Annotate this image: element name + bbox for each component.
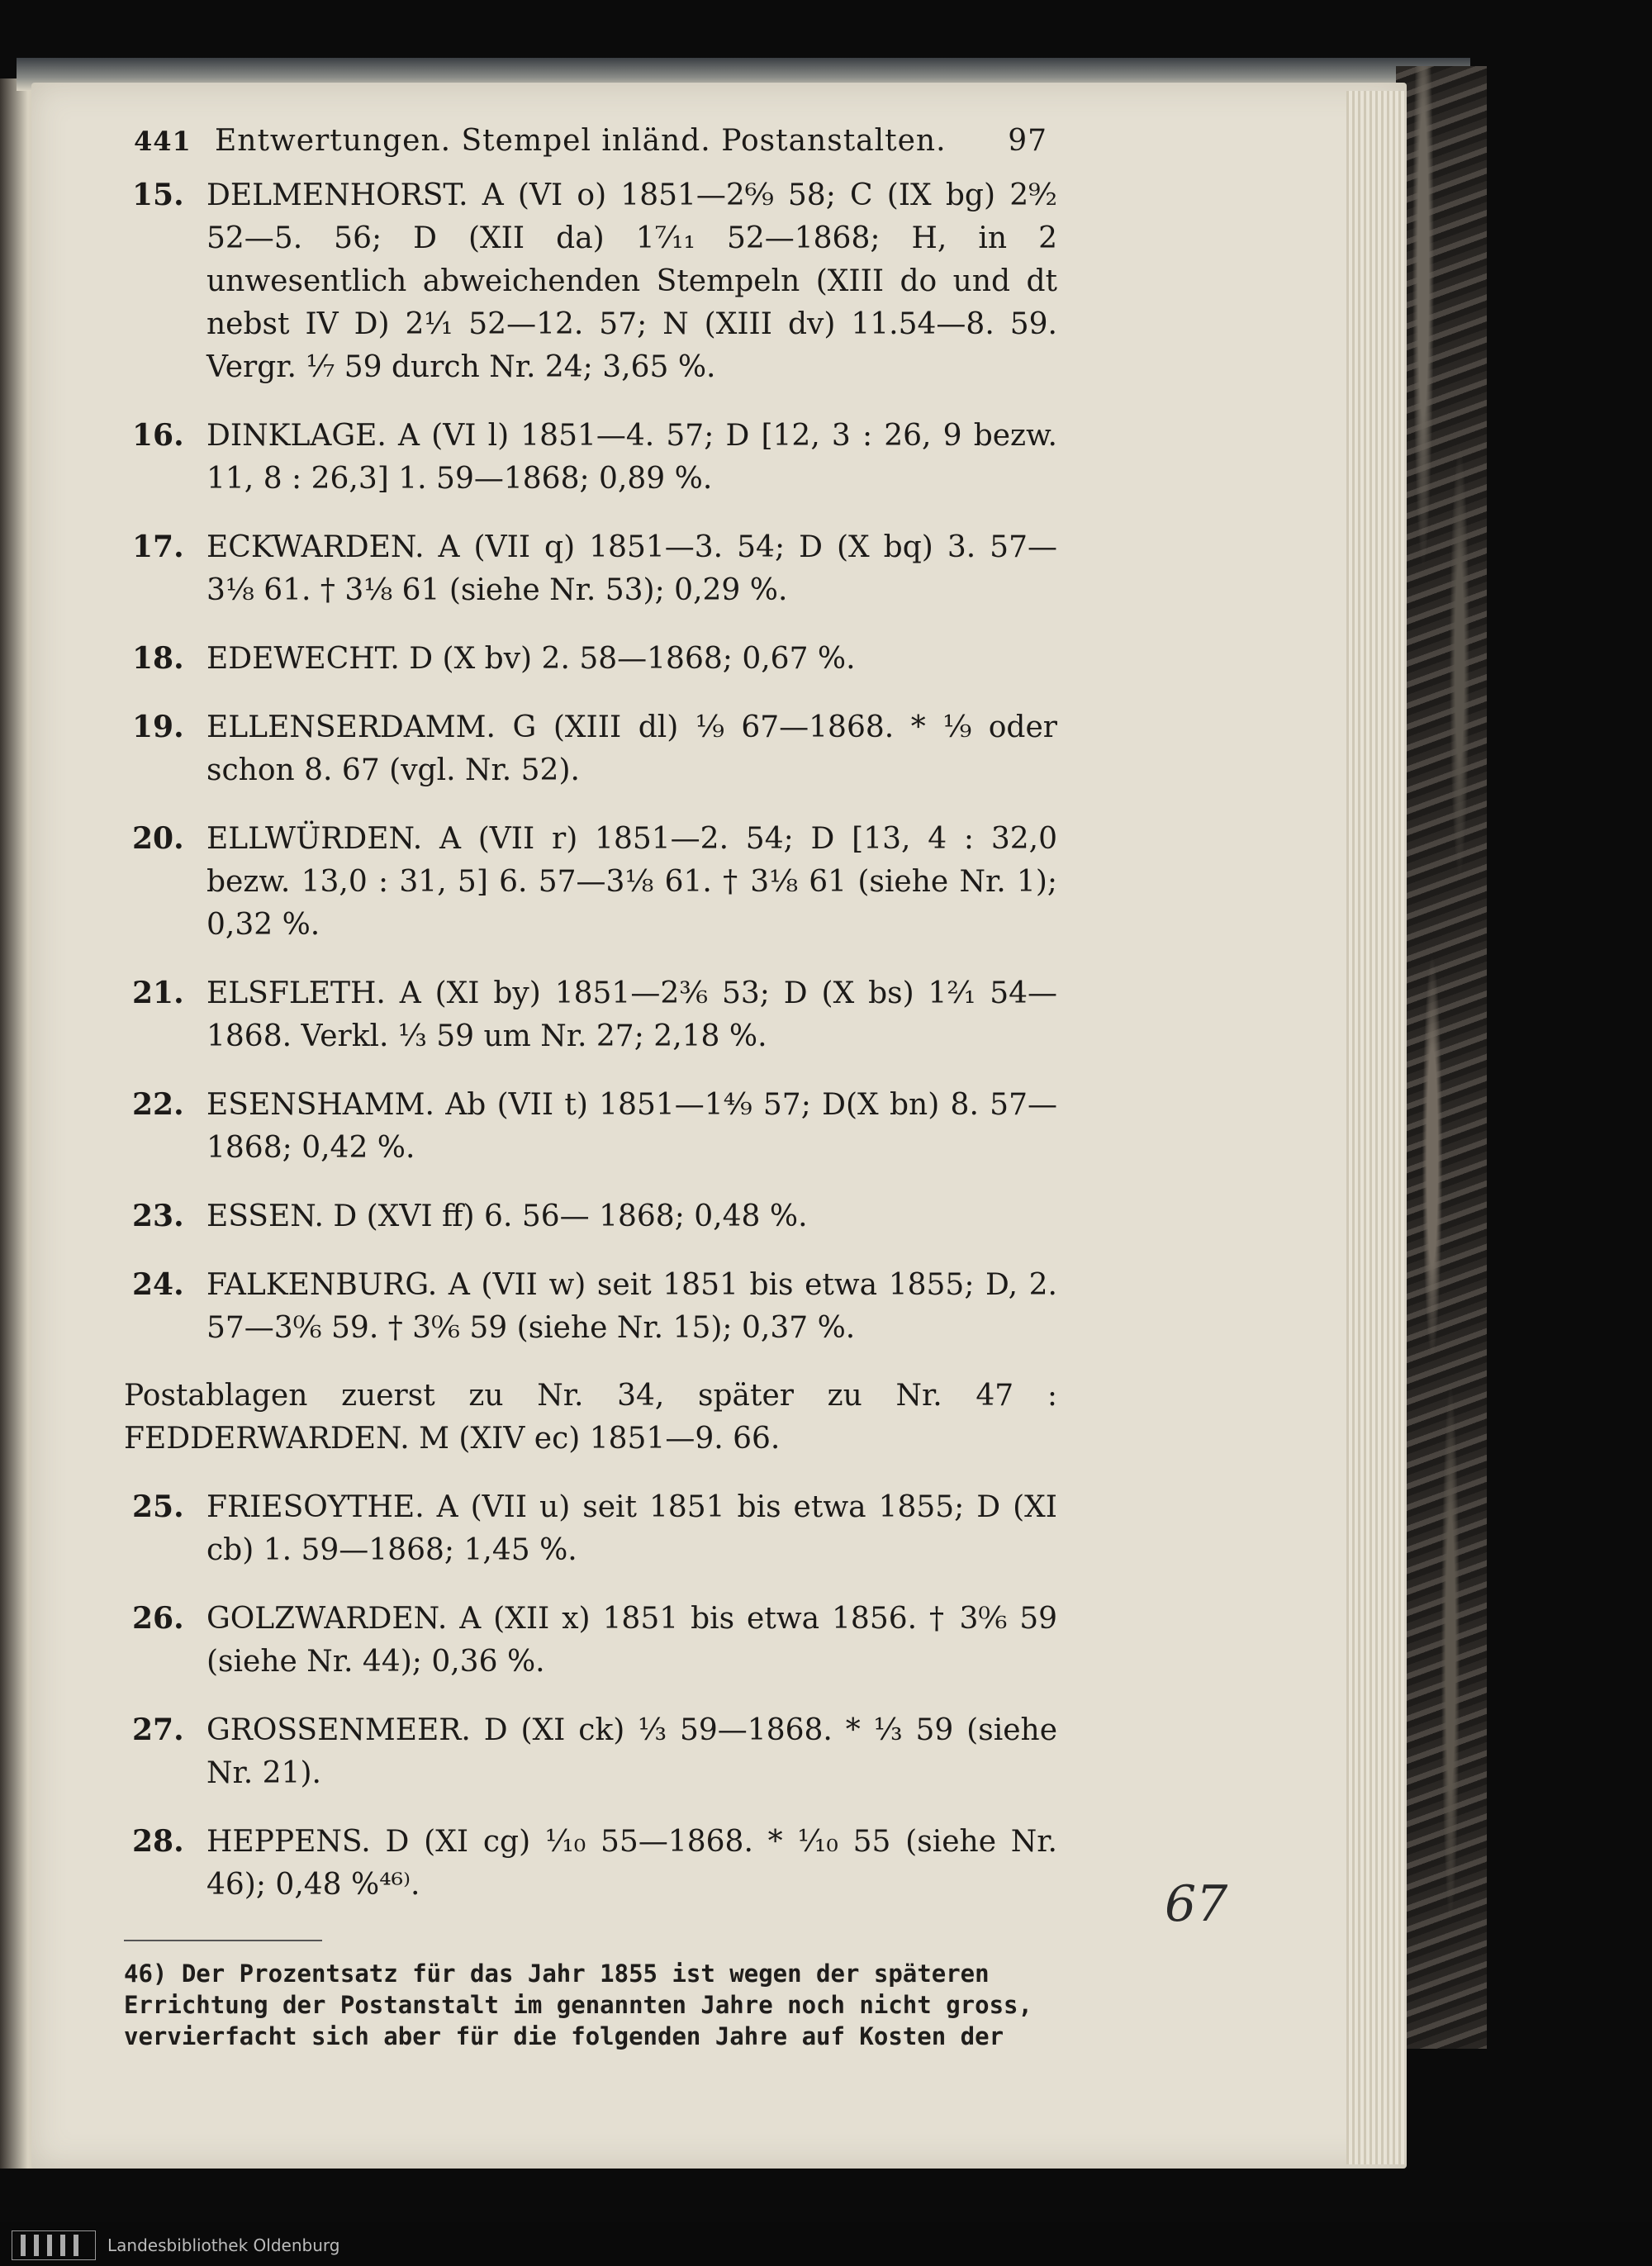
running-title: Entwertungen. Stempel inländ. Postanstalten.	[215, 124, 947, 158]
list-item	[124, 637, 1057, 681]
entry-number: 16.	[132, 418, 184, 453]
entry-number: 17.	[132, 530, 184, 564]
postablagen-note: Postablagen zuerst zu Nr. 34, später zu Nr. 47 : FEDDERWARDEN. M (XIV ec) 1851—9. 66.	[124, 1379, 1057, 1456]
list-item	[124, 1083, 1057, 1170]
entry-number: 27.	[132, 1713, 184, 1747]
entry-number: 21.	[132, 976, 184, 1010]
entry-text: DELMENHORST. A (VI o) 1851—2⁶⁄₉ 58; C (IX bg) 2⁹⁄₂ 52—5. 56; D (XII da) 1⁷⁄₁₁ 52—1868; H, in 2 unwesentlich abweichenden Stempeln (XIII do und dt nebst IV D) 2¹⁄₁ 52—12. 57; N (XIII dv) 11.54—8. 59. Vergr. ⅟₇ 59 durch Nr. 24; 3,65 %.	[206, 178, 1057, 384]
entry-text: GROSSENMEER. D (XI ck) ⅟₃ 59—1868. * ⅟₃ 59 (siehe Nr. 21).	[206, 1713, 1057, 1790]
entry-number: 20.	[132, 821, 184, 856]
running-header	[124, 124, 1057, 173]
entry-number: 24.	[132, 1267, 184, 1302]
list-item	[124, 1485, 1057, 1572]
list-item	[124, 173, 1057, 389]
library-logo-icon	[12, 2230, 96, 2260]
list-item	[124, 1708, 1057, 1795]
entry-text: ESENSHAMM. Ab (VII t) 1851—1⁴⁄₉ 57; D(X bn) 8. 57—1868; 0,42 %.	[206, 1088, 1057, 1165]
page-content	[124, 124, 1057, 2052]
footnote: 46) Der Prozentsatz für das Jahr 1855 ist wegen der späteren Errichtung der Postanstalt im genannten Jahre noch nicht gross, vervierfacht sich aber für die folgenden Jahre auf Kosten der	[124, 1960, 1032, 2050]
leaf-number: 441	[134, 126, 192, 157]
list-item	[124, 414, 1057, 501]
entry-number: 28.	[132, 1824, 184, 1859]
handwritten-margin-note: 67	[1165, 1875, 1228, 1933]
entry-number: 19.	[132, 710, 184, 744]
list-item	[124, 705, 1057, 792]
entry-number: 15.	[132, 178, 184, 212]
entry-text: ECKWARDEN. A (VII q) 1851—3. 54; D (X bq) 3. 57—3¹⁄₈ 61. † 3¹⁄₈ 61 (siehe Nr. 53); 0,29 %.	[206, 530, 1057, 607]
entry-text: ELLWÜRDEN. A (VII r) 1851—2. 54; D [13, 4 : 32,0 bezw. 13,0 : 31, 5] 6. 57—3¹⁄₈ 61. † 3¹⁄₈ 61 (siehe Nr. 1); 0,32 %.	[206, 822, 1057, 942]
entry-text: DINKLAGE. A (VI l) 1851—4. 57; D [12, 3 : 26, 9 bezw. 11, 8 : 26,3] 1. 59—1868; 0,89 %.	[206, 419, 1057, 496]
entry-text: HEPPENS. D (XI cg) ⅟₁₀ 55—1868. * ⅟₁₀ 55 (siehe Nr. 46); 0,48 %⁴⁶⁾.	[206, 1825, 1057, 1902]
entry-number: 22.	[132, 1087, 184, 1122]
library-credit: Landesbibliothek Oldenburg	[107, 2235, 340, 2255]
list-item	[124, 817, 1057, 947]
list-item	[124, 1597, 1057, 1684]
entry-text: EDEWECHT. D (X bv) 2. 58—1868; 0,67 %.	[206, 642, 856, 676]
footnote-divider	[124, 1940, 322, 1941]
page-stack-edge	[1346, 91, 1404, 2164]
entry-text: GOLZWARDEN. A (XII x) 1851 bis etwa 1856. † 3⁰⁄₆ 59 (siehe Nr. 44); 0,36 %.	[206, 1602, 1057, 1679]
list-item	[124, 1195, 1057, 1238]
entry-number: 26.	[132, 1601, 184, 1636]
entry-number: 18.	[132, 641, 184, 676]
page-number: 97	[1008, 124, 1047, 158]
list-item	[124, 525, 1057, 612]
entry-text: ESSEN. D (XVI ff) 6. 56— 1868; 0,48 %.	[206, 1200, 808, 1233]
list-item	[124, 1820, 1057, 1907]
list-item	[124, 1263, 1057, 1350]
entry-text: FRIESOYTHE. A (VII u) seit 1851 bis etwa 1855; D (XI cb) 1. 59—1868; 1,45 %.	[206, 1490, 1057, 1567]
entry-text: FALKENBURG. A (VII w) seit 1851 bis etwa 1855; D, 2. 57—3⁰⁄₆ 59. † 3⁰⁄₆ 59 (siehe Nr. 15); 0,37 %.	[206, 1268, 1057, 1345]
entry-number: 25.	[132, 1489, 184, 1524]
marbled-cover	[1396, 66, 1487, 2049]
entry-number: 23.	[132, 1199, 184, 1233]
entry-text: ELSFLETH. A (XI by) 1851—2³⁄₆ 53; D (X bs) 1²⁄₁ 54—1868. Verkl. ⅟₃ 59 um Nr. 27; 2,18 %.	[206, 976, 1057, 1053]
entry-text: ELLENSERDAMM. G (XIII dl) ⅟₉ 67—1868. * ⅟₉ oder schon 8. 67 (vgl. Nr. 52).	[206, 710, 1057, 787]
list-item	[124, 971, 1057, 1058]
